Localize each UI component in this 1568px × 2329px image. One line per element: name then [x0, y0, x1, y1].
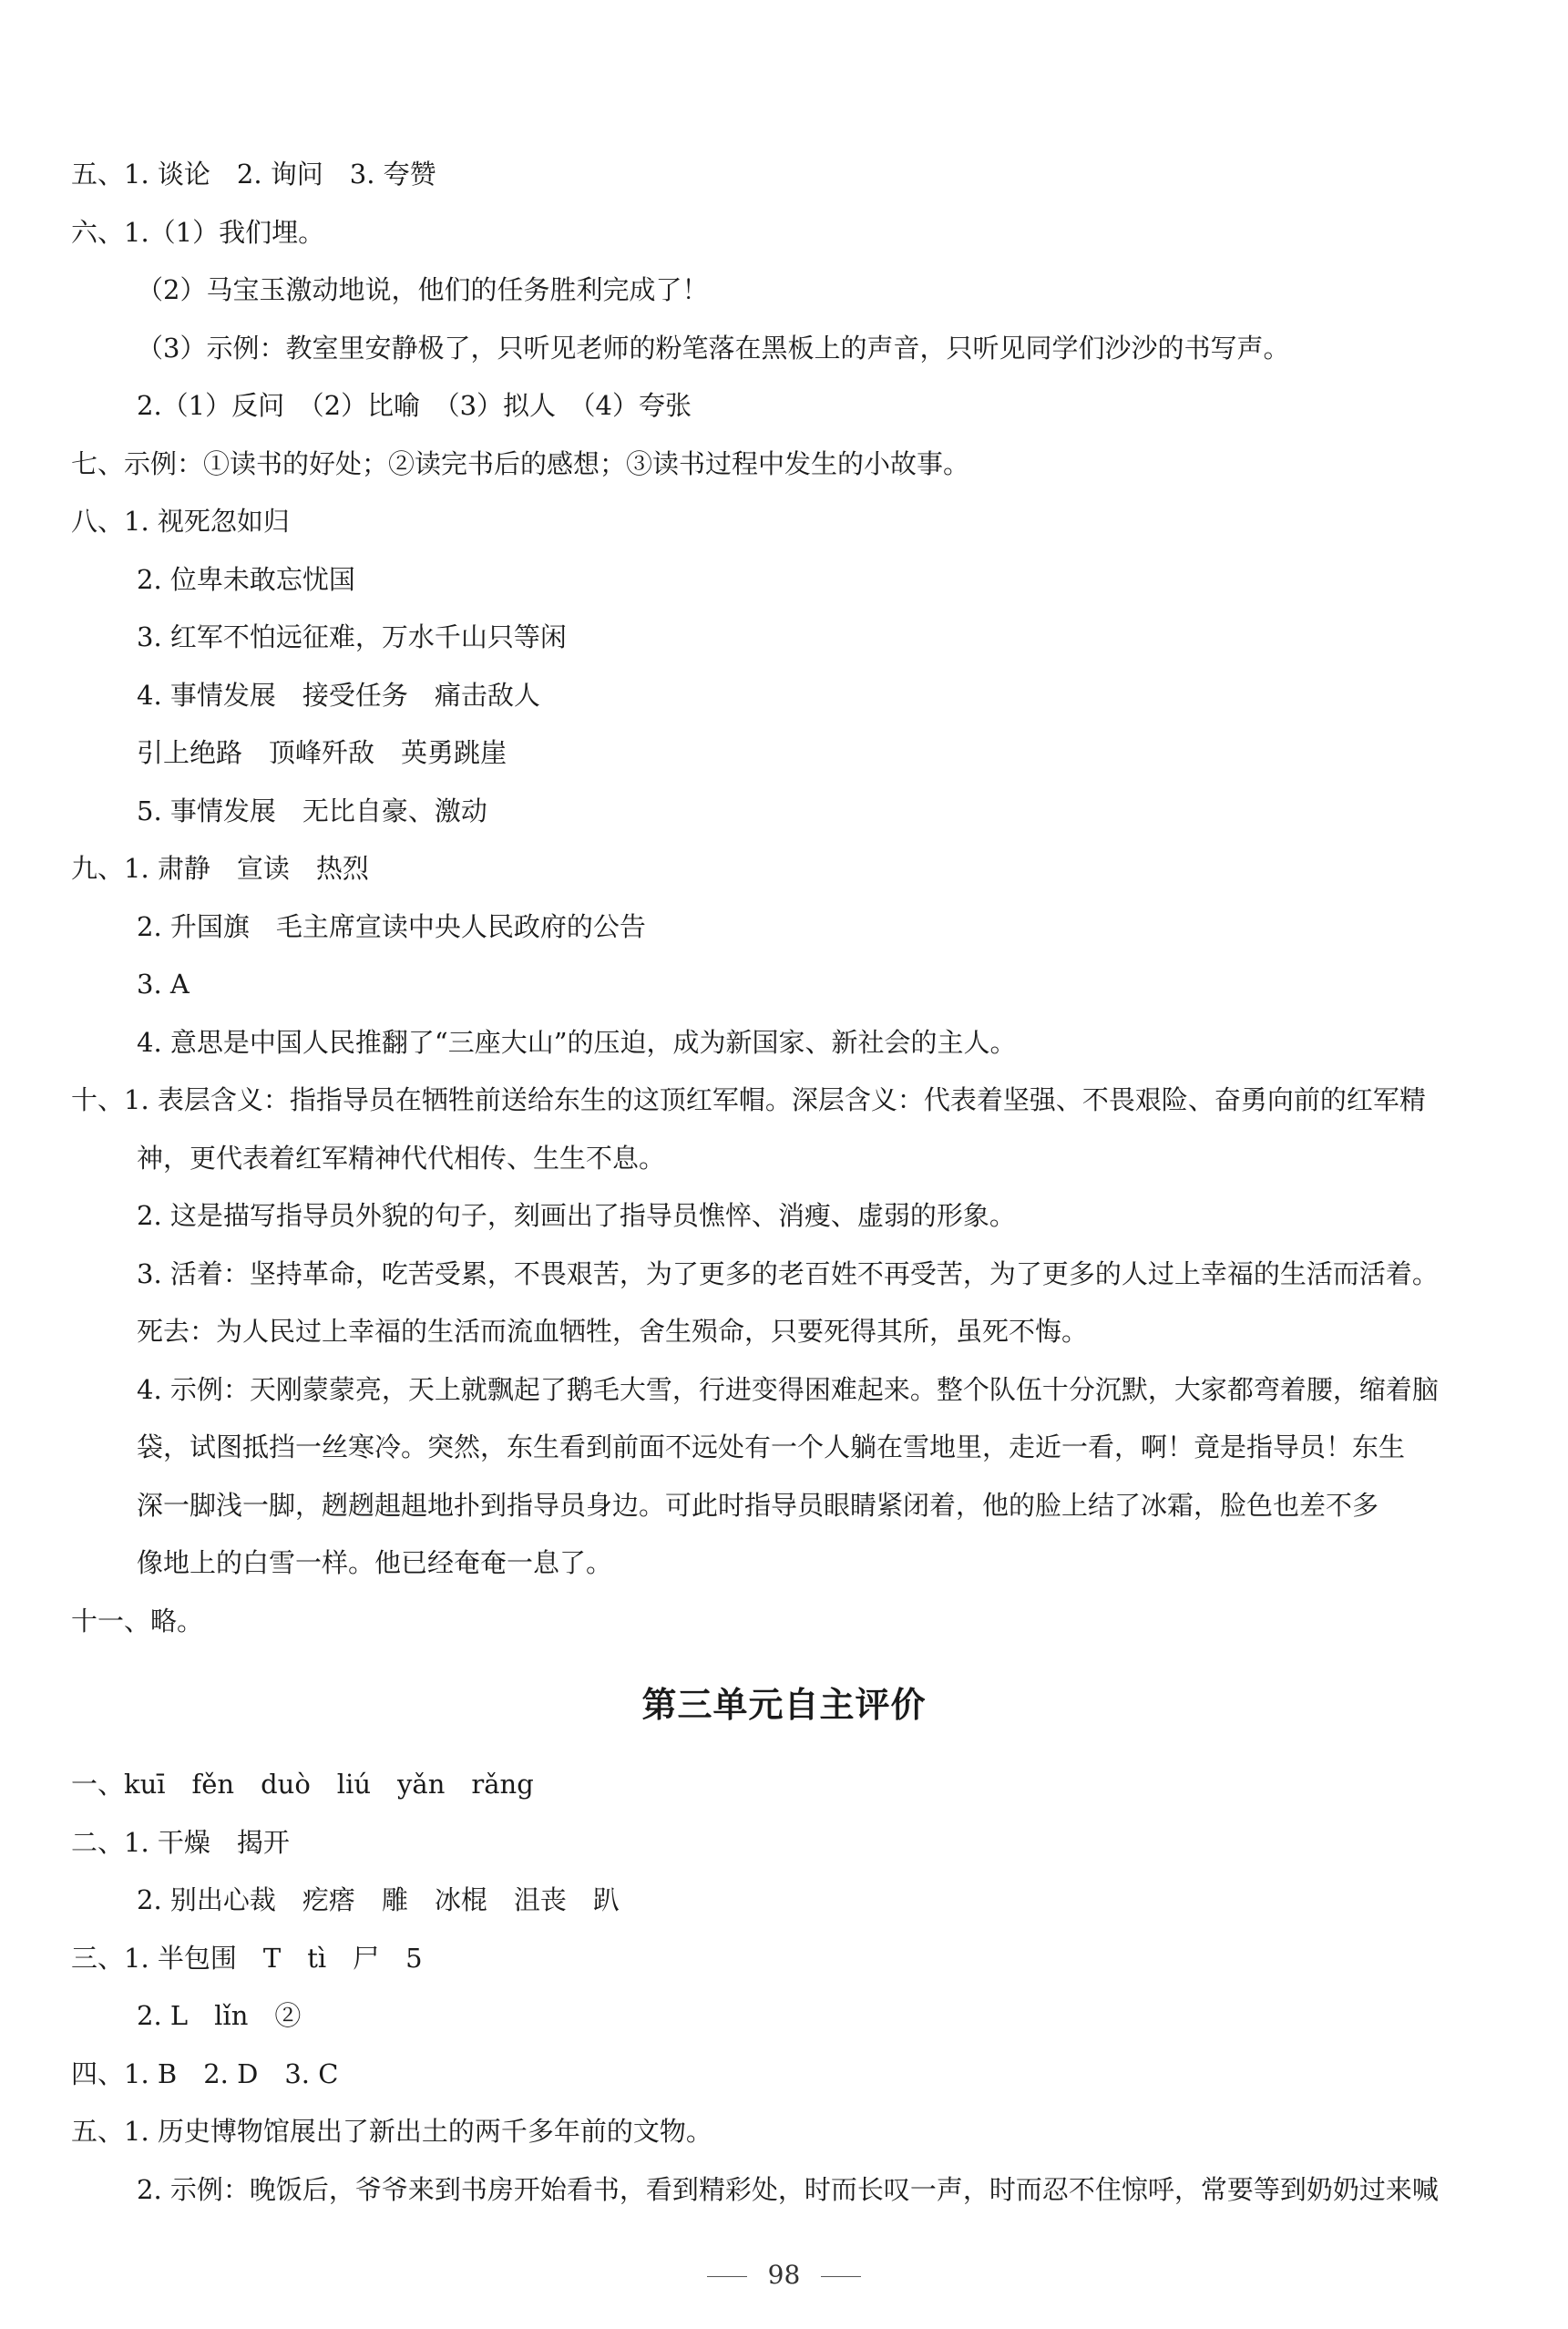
answer-line: 引上绝路 顶峰歼敌 英勇跳崖	[137, 737, 507, 768]
answer-line: 袋，试图抵挡一丝寒冷。突然，东生看到前面不远处有一个人躺在雪地里，走近一看，啊！竟是指导员！东生	[137, 1431, 1406, 1462]
answer-block-unit-two	[71, 146, 1497, 1650]
answer-line: 六、1.（1）我们埋。	[71, 216, 325, 248]
answer-line: 十、1. 表层含义：指指导员在牺牲前送给东生的这顶红军帽。深层含义：代表着坚强、不畏艰险、奋勇向前的红军精	[71, 1084, 1426, 1115]
answer-line: 3. A	[137, 969, 190, 1000]
page-number-dash-left	[707, 2276, 747, 2277]
answer-line: 像地上的白雪一样。他已经奄奄一息了。	[137, 1547, 613, 1578]
answer-line: 2. 示例：晚饭后，爷爷来到书房开始看书，看到精彩处，时而长叹一声，时而忍不住惊呼，常要等到奶奶过来喊	[137, 2173, 1439, 2205]
page-number-dash-right	[821, 2276, 861, 2277]
answer-line: 三、1. 半包围 T tì 尸 5	[71, 1942, 423, 1974]
answer-line: 九、1. 肃静 宣读 热烈	[71, 853, 369, 884]
answer-line: 十一、略。	[71, 1605, 204, 1636]
answer-line: 八、1. 视死忽如归	[71, 506, 290, 537]
answer-line: （2）马宝玉激动地说，他们的任务胜利完成了！	[137, 274, 709, 305]
answer-line: 2. 位卑未敢忘忧国	[137, 563, 355, 595]
answer-line: 4. 示例：天刚蒙蒙亮，天上就飘起了鹅毛大雪，行进变得困难起来。整个队伍十分沉默，大家都弯着腰，缩着脑	[137, 1373, 1439, 1405]
answer-line: 神，更代表着红军精神代代相传、生生不息。	[137, 1142, 666, 1174]
answer-line: 七、示例：①读书的好处；②读完书后的感想；③读书过程中发生的小故事。	[71, 447, 970, 479]
page-number-value: 98	[767, 2260, 801, 2290]
answer-line: 2. L lǐn ②	[137, 2000, 302, 2031]
answer-line: 二、1. 干燥 揭开	[71, 1826, 290, 1858]
answer-block-unit-three	[71, 1756, 1497, 2219]
section-title: 第三单元自主评价	[641, 1685, 927, 1725]
answer-line: 3. 红军不怕远征难，万水千山只等闲	[137, 621, 567, 652]
answer-line: 4. 事情发展 接受任务 痛击敌人	[137, 679, 540, 711]
answer-line: 深一脚浅一脚，趔趔趄趄地扑到指导员身边。可此时指导员眼睛紧闭着，他的脸上结了冰霜，脸色也差不多	[137, 1489, 1379, 1521]
answer-line: 2.（1）反问 （2）比喻 （3）拟人 （4）夸张	[137, 390, 692, 421]
answer-line: 5. 事情发展 无比自豪、激动	[137, 795, 487, 826]
answer-line: 死去：为人民过上幸福的生活而流血牺牲，舍生殒命，只要死得其所，虽死不悔。	[137, 1316, 1089, 1347]
answer-line: 2. 升国旗 毛主席宣读中央人民政府的公告	[137, 910, 646, 942]
answer-line: 五、1. 谈论 2. 询问 3. 夸赞	[71, 159, 436, 190]
answer-line: 3. 活着：坚持革命，吃苦受累，不畏艰苦，为了更多的老百姓不再受苦，为了更多的人过上幸福的生活而活着。	[137, 1257, 1439, 1289]
page-number	[0, 2260, 1568, 2290]
answer-line: 2. 别出心裁 疙瘩 雕 冰棍 沮丧 趴	[137, 1884, 620, 1915]
answer-line: 四、1. B 2. D 3. C	[71, 2057, 339, 2089]
answer-line: （3）示例：教室里安静极了，只听见老师的粉笔落在黑板上的声音，只听见同学们沙沙的书写声。	[137, 332, 1290, 364]
answer-line: 4. 意思是中国人民推翻了“三座大山”的压迫，成为新国家、新社会的主人。	[137, 1026, 1017, 1058]
answer-line: 2. 这是描写指导员外貌的句子，刻画出了指导员憔悴、消瘦、虚弱的形象。	[137, 1200, 1016, 1231]
answer-line: 五、1. 历史博物馆展出了新出土的两千多年前的文物。	[71, 2116, 712, 2147]
answer-line: 一、kuī fěn duò liú yǎn rǎng	[71, 1769, 534, 1800]
